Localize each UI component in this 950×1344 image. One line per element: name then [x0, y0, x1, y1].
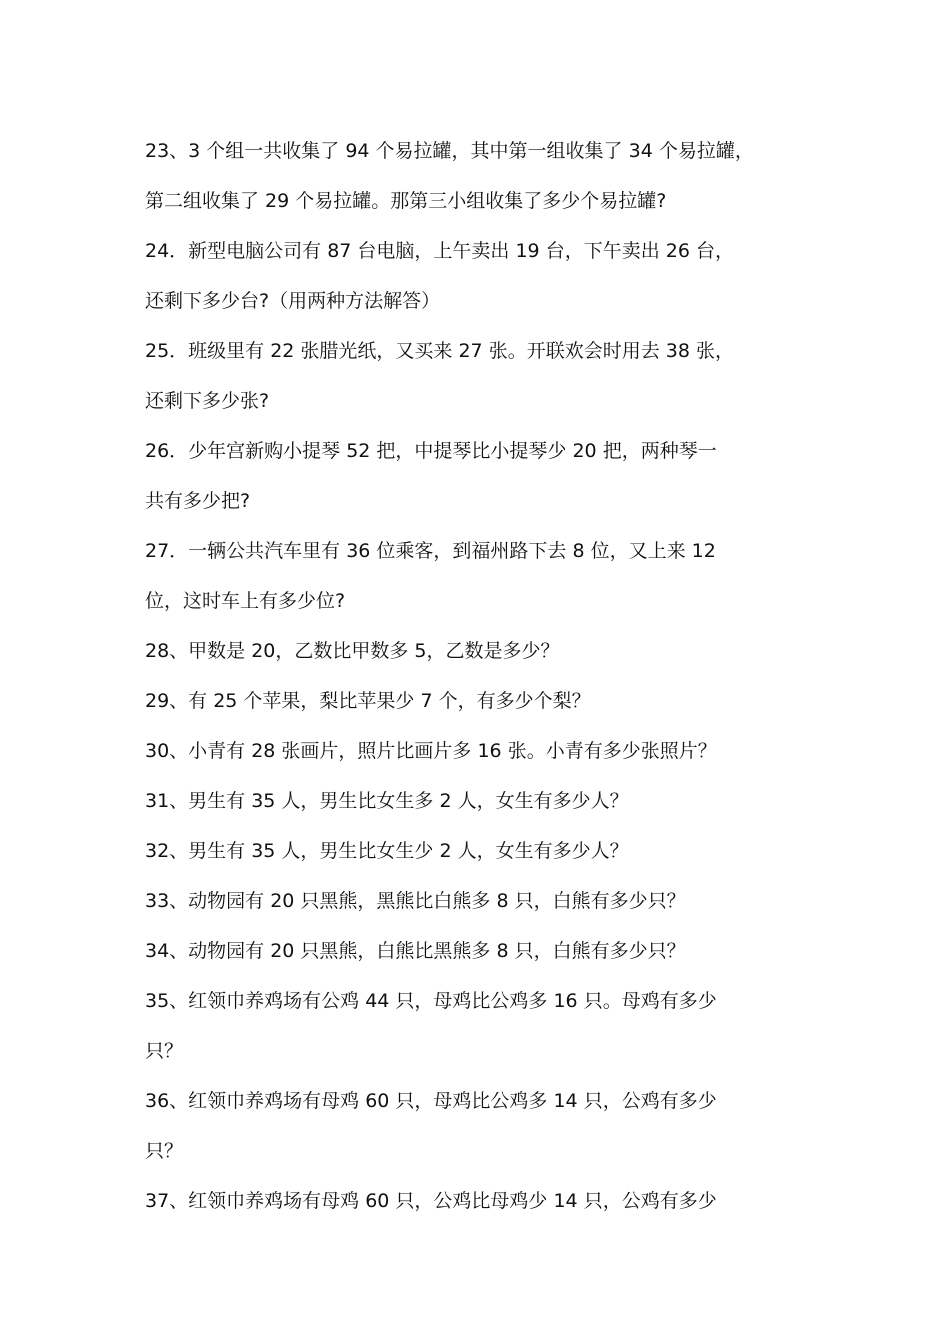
- text-line: 30、小青有 28 张画片，照片比画片多 16 张。小青有多少张照片？: [145, 740, 717, 762]
- text-line: 33、动物园有 20 只黑熊，黑熊比白熊多 8 只，白熊有多少只？: [145, 890, 686, 912]
- text-line: 23、3 个组一共收集了 94 个易拉罐，其中第一组收集了 34 个易拉罐，: [145, 140, 754, 162]
- text-line: 37、红领巾养鸡场有母鸡 60 只，公鸡比母鸡少 14 只，公鸡有多少: [145, 1190, 717, 1212]
- text-line: 31、男生有 35 人，男生比女生多 2 人，女生有多少人？: [145, 790, 629, 812]
- text-line: 26．少年宫新购小提琴 52 把，中提琴比小提琴少 20 把，两种琴一: [145, 440, 717, 462]
- text-line: 共有多少把?: [145, 490, 251, 512]
- text-line: 25．班级里有 22 张腊光纸，又买来 27 张。开联欢会时用去 38 张，: [145, 340, 734, 362]
- text-line: 36、红领巾养鸡场有母鸡 60 只，母鸡比公鸡多 14 只，公鸡有多少: [145, 1090, 717, 1112]
- text-line: 24．新型电脑公司有 87 台电脑，上午卖出 19 台，下午卖出 26 台，: [145, 240, 734, 262]
- problem-list: [145, 126, 845, 1226]
- text-line: 28、甲数是 20，乙数比甲数多 5，乙数是多少？: [145, 640, 560, 662]
- text-line: 27．一辆公共汽车里有 36 位乘客，到福州路下去 8 位，又上来 12: [145, 540, 716, 562]
- text-line: 29、有 25 个苹果，梨比苹果少 7 个，有多少个梨？: [145, 690, 591, 712]
- text-line: 还剩下多少张?: [145, 390, 270, 412]
- text-line: 32、男生有 35 人，男生比女生少 2 人，女生有多少人？: [145, 840, 629, 862]
- text-line: 第二组收集了 29 个易拉罐。那第三小组收集了多少个易拉罐?: [145, 190, 667, 212]
- text-line: 位，这时车上有多少位?: [145, 590, 346, 612]
- text-line: 还剩下多少台?（用两种方法解答）: [145, 290, 441, 312]
- text-line: 只？: [145, 1040, 184, 1062]
- text-line: 35、红领巾养鸡场有公鸡 44 只，母鸡比公鸡多 16 只。母鸡有多少: [145, 990, 717, 1012]
- text-line: 只？: [145, 1140, 184, 1162]
- text-line: 34、动物园有 20 只黑熊，白熊比黑熊多 8 只，白熊有多少只？: [145, 940, 686, 962]
